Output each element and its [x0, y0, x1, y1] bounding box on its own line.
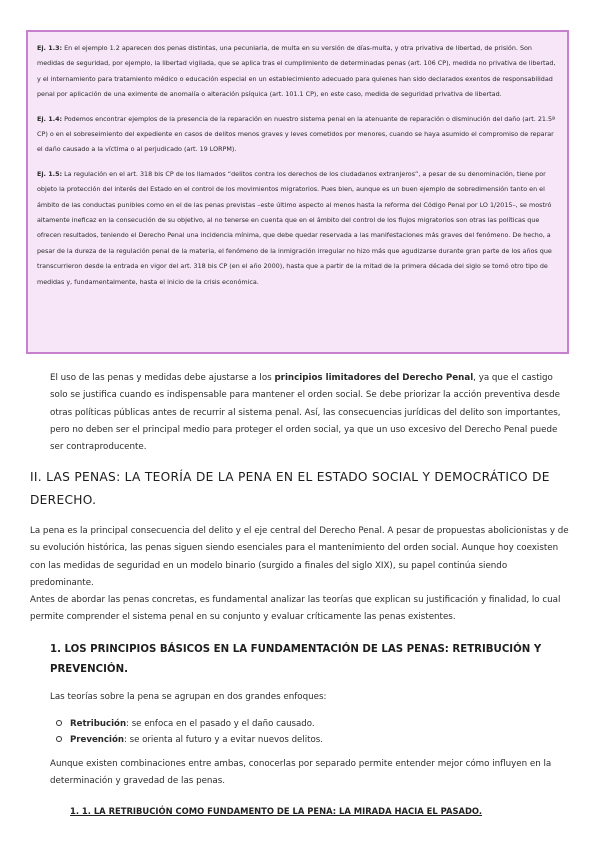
example-1-4: [37, 112, 557, 158]
paragraph-principles: [50, 370, 568, 456]
subsection-heading: 1. LOS PRINCIPIOS BÁSICOS EN LA FUNDAMENTACIÓN DE LAS PENAS: RETRIBUCIÓN Y PREVENCIÓN.: [50, 644, 542, 675]
section-heading: II. LAS PENAS: LA TEORÍA DE LA PENA EN EL ESTADO SOCIAL Y DEMOCRÁTICO DE DERECHO.: [30, 470, 550, 507]
paragraph-pena: La pena es la principal consecuencia del delito y el eje central del Derecho Penal. A pesar de propuestas abolicionistas y de su evolución histórica, las penas siguen siendo esenciales para el mantenimiento del orden social. Aunque hoy coexisten con las medidas de seguridad en un modelo binario (surgido a finales del siglo XIX), su papel continúa siendo predominante.: [30, 526, 569, 588]
paragraph-text: , ya que el castigo solo se justifica cuando es indispensable para mantener el orden social. Se debe priorizar la acción preventiva desde otras políticas públicas antes de recurrir al sistema penal. Así, las consecuencias jurídicas del delito son importantes, pero no deben ser el principal medio para proteger el orden social, ya que un uso excesivo del Derecho Penal puede ser contraproducente.: [50, 373, 561, 453]
paragraph-text: El uso de las penas y medidas debe ajustarse a los: [50, 373, 275, 383]
circle-bullet-icon: [56, 720, 62, 726]
list-item-label: Retribución: [70, 719, 127, 729]
paragraph-combinaciones: Aunque existen combinaciones entre ambas, conocerlas por separado permite entender mejor cómo influyen en la determinación y gravedad de las penas.: [50, 759, 552, 787]
example-text: Podemos encontrar ejemplos de la presencia de la reparación en nuestro sistema penal en la atenuante de reparación o disminución del daño (art. 21.5ª CP) o en el sobreseimiento del expediente en casos de delitos menos graves y leves cometidos por menores, cuando se haya asumido el compromiso de reparar el daño causado a la víctima o al perjudicado (art. 19 LORPM).: [37, 114, 556, 154]
subsubsection-heading: 1. 1. LA RETRIBUCIÓN COMO FUNDAMENTO DE LA PENA: LA MIRADA HACIA EL PASADO.: [70, 806, 483, 816]
approaches-list: [56, 716, 323, 748]
example-label: Ej. 1.3:: [37, 44, 63, 52]
example-1-5: [37, 167, 557, 290]
list-item: [56, 732, 323, 748]
example-text: En el ejemplo 1.2 aparecen dos penas distintas, una pecuniaria, de multa en su versión de días-multa, y otra privativa de libertad, de prisión. Son medidas de seguridad, por ejemplo, la libertad vigilada, que se aplica tras el cumplimiento de determinadas penas (art. 106 CP), medida no privativa de libertad, y el internamiento para tratamiento médico o educación especial en un establecimiento adecuado para quienes han sido declarados exentos de responsabilidad penal por aplicación de una eximente de anomalía o alteración psíquica (art. 101.1 CP), en este caso, medida de seguridad privativa de libertad.: [37, 44, 556, 99]
examples-box: [26, 30, 569, 354]
example-text: La regulación en el art. 318 bis CP de los llamados “delitos contra los derechos de los ciudadanos extranjeros”, a pesar de su denominación, tiene por objeto la protección del interés del Estado en el control de los movimientos migratorios. Pues bien, aunque es un buen ejemplo de sobredimensión tanto en el ámbito de las conductas punibles como en el de las penas previstas –este último aspecto al menos hasta la reforma del Código Penal por LO 1/2015–, se mostró altamente ineficaz en la consecución de su objetivo, al no tenerse en cuenta que en el ámbito del control de los flujos migratorios son otras las políticas que ofrecen resultados, teniendo el Derecho Penal una incidencia mínima, que debe quedar reservada a las manifestaciones más graves del fenómeno. De hecho, a pesar de la dureza de la regulación penal de la materia, el fenómeno de la inmigración irregular no hizo más que agudizarse durante gran parte de los años que transcurrieron desde la entrada en vigor del art. 318 bis CP (en el año 2000), hasta que a partir de la mitad de la primera década del siglo se tomó otro tipo de medidas y, fundamentalmente, hasta el inicio de la crisis económica.: [37, 169, 552, 286]
list-item-text: : se orienta al futuro y a evitar nuevos delitos.: [123, 735, 323, 745]
example-label: Ej. 1.4:: [37, 114, 63, 123]
example-1-3: [37, 41, 557, 103]
paragraph-bold: principios limitadores del Derecho Penal: [274, 373, 474, 383]
list-item: [56, 716, 323, 732]
paragraph-enfoques: Las teorías sobre la pena se agrupan en dos grandes enfoques:: [50, 692, 327, 702]
paragraph-teorias: Antes de abordar las penas concretas, es fundamental analizar las teorías que explican su justificación y finalidad, lo cual permite comprender el sistema penal en su conjunto y evaluar críticamente las penas existentes.: [30, 595, 561, 623]
list-item-label: Prevención: [70, 735, 124, 745]
list-item-text: : se enfoca en el pasado y el daño causado.: [126, 719, 315, 729]
circle-bullet-icon: [56, 736, 62, 742]
example-label: Ej. 1.5:: [37, 169, 63, 178]
